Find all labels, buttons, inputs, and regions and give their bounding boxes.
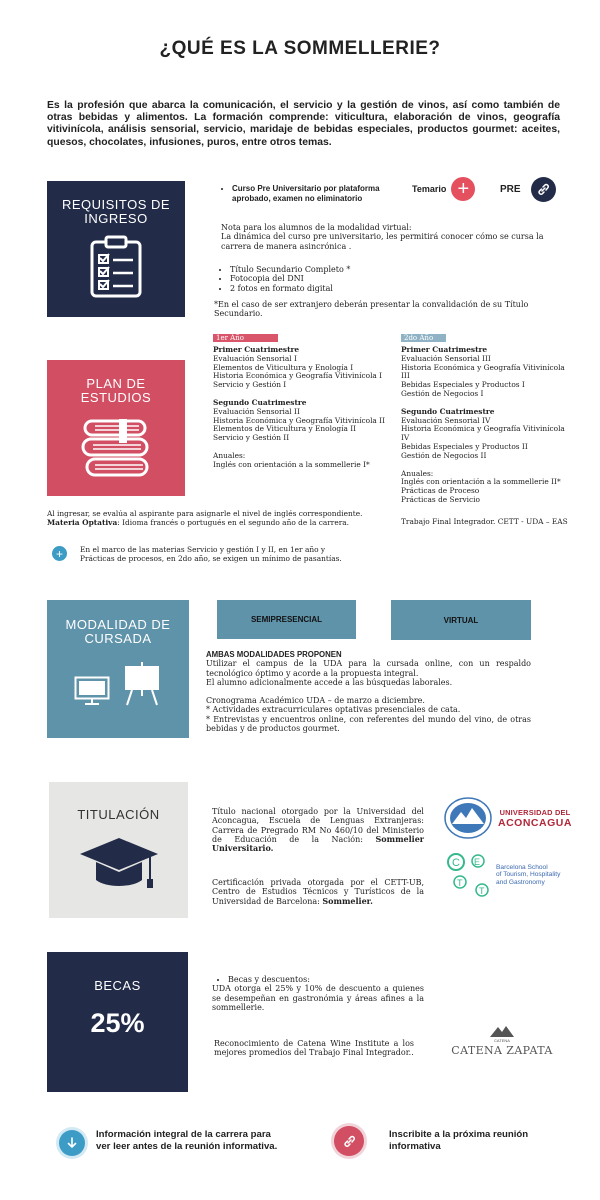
optativa-label: Materia Optativa (47, 517, 118, 527)
temario-link[interactable] (412, 176, 475, 202)
optativa-text: : Idioma francés o portugués en el segundo año de la carrera. (117, 517, 349, 527)
list-item: Elementos de Viticultura y Enología II (213, 424, 357, 434)
becas-box-label: BECAS (94, 978, 141, 993)
monitor-icon (74, 676, 110, 706)
list-item: Inglés con orientación a la sommellerie I* (213, 459, 370, 469)
footer-inscribite-text: Inscribite a la próxima reunión informativa (389, 1129, 529, 1152)
list-item: Historia Económica y Geografía Vitivinícola I (213, 371, 383, 381)
footer-inscribite-link[interactable] (334, 1126, 534, 1162)
year1-tag: 1er Año (213, 334, 278, 342)
plan-box (47, 360, 185, 496)
plan-year1: 1er Año Primer Cuatrimestre Evaluación Sensorial I Elementos de Viticultura y Enología I Historia Económica y Geografía Vitivinícola I Servicio y Gestión I Segundo Cuatrimestre Evaluación Sensorial II Historia Económica y Geografía Vitivinícola II Elementos de Viticultura y Enología II Servicio y Gestión II Anuales: Inglés con orientación a la sommellerie I* (213, 334, 403, 470)
modalidad-box (47, 600, 189, 738)
books-stack-icon (81, 417, 151, 479)
list-item: Historia Económica y Geografía Vitivinícola IV (401, 424, 565, 443)
nota-title: Nota para los alumnos de la modalidad virtual: (221, 223, 412, 232)
uda-logo-emblem (443, 796, 493, 840)
titulacion-p1: Título nacional otorgado por la Universidad del Aconcagua, Escuela de Lenguas Extranjeras: Carrera de Pregrado RM No 460/10 del Ministerio de Educación de la Nación: Sommelier Universitario. (212, 807, 424, 854)
intro-paragraph: Es la profesión que abarca la comunicación, el servicio y la gestión de vinos, así como también de otras bebidas y alimentos. La formación comprende: viticultura, elaboración de vinos, geografía vitivinícola, análisis sensorial, servicio, maridaje de bebidas especiales, productos gourmet: aceites, quesos, chocolates, infusiones, puros, entre otros temas. (47, 100, 560, 148)
becas-percent: 25% (90, 1008, 145, 1038)
nota-text: La dinámica del curso pre universitario, les permitirá conocer cómo se cursa la carrera de manera asincrónica . (221, 232, 544, 251)
link-icon (531, 177, 556, 202)
titulacion-box (49, 782, 188, 918)
list-item: • 2 fotos en formato digital (230, 284, 416, 293)
requisitos-box-label: REQUISITOS DE INGRESO (61, 197, 171, 226)
list-item: Prácticas de Proceso (401, 486, 480, 496)
list-item: Historia Económica y Geografía Vitivinícola III (401, 362, 565, 381)
uda-logo: UNIVERSIDAD DEL ACONCAGUA (443, 796, 583, 840)
pre-label: PRE (500, 183, 521, 195)
titulacion-box-label: TITULACIÓN (77, 807, 160, 822)
modalidad-text: AMBAS MODALIDADES PROPONEN Utilizar el campus de la UDA para la cursada online, con un respaldo tecnológico óptimo y acorde a la propuesta integral. El alumno adicionalmente accede a las búsquedas laborales. Cronograma Académico UDA – de marzo a diciembre. * Actividades extracurriculares optativas presenciales de cata. * Entrevistas y encuentros online, con referentes del mundo del vino, de otras bebidas y de productos gourmet. (206, 650, 531, 734)
list-item: Servicio y Gestión I (213, 380, 287, 390)
becas-reconocimiento: Reconocimiento de Catena Wine Institute a los mejores promedios del Trabajo Final Integrador.. (214, 1039, 414, 1058)
list-item: Elementos de Viticultura y Enología I (213, 362, 354, 372)
list-item: • Fotocopia del DNI (230, 274, 416, 283)
modalidad-heading: AMBAS MODALIDADES PROPONEN (206, 650, 342, 659)
list-item: Evaluación Sensorial II (213, 406, 300, 416)
trabajo-final: Trabajo Final Integrador. CETT - UDA – EAS (401, 516, 568, 526)
page-title: ¿QUÉ ES LA SOMMELLERIE? (159, 38, 441, 59)
modalidad-box-label: MODALIDAD DE CURSADA (65, 617, 171, 646)
svg-text:E: E (474, 857, 481, 867)
list-item: Prácticas de Servicio (401, 494, 480, 504)
graduation-cap-icon (78, 836, 160, 892)
becas-text: • Becas y descuentos: UDA otorga el 25% y 10% de descuento a quienes se desempeñan en gastronómia y áreas afines a la sommellerie. (212, 975, 424, 1012)
catena-logo-emblem (488, 1024, 516, 1038)
becas-box (47, 952, 188, 1092)
requisitos-footnote: *En el caso de ser extranjero deberán presentar la convalidación de su Título Secundario. (214, 300, 529, 319)
list-item: Evaluación Sensorial IV (401, 415, 491, 425)
list-item: Bebidas Especiales y Productos II (401, 441, 528, 451)
plan-notes (47, 510, 387, 528)
list-item: Bebidas Especiales y Productos I (401, 380, 525, 390)
list-item: Gestión de Negocios II (401, 450, 487, 460)
plan-box-label: PLAN DE ESTUDIOS (80, 376, 152, 405)
virtual-button[interactable]: VIRTUAL (391, 600, 531, 640)
curso-preuniversitario: • Curso Pre Universitario por plataforma aprobado, examen no eliminatorio (218, 184, 398, 203)
catena-logo: CATENA CATENA ZAPATA (462, 1024, 542, 1064)
svg-text:C: C (452, 857, 460, 869)
requisitos-box (47, 181, 185, 317)
plus-icon: + (451, 177, 475, 201)
svg-text:T: T (479, 886, 485, 896)
link-icon (334, 1126, 364, 1156)
requisitos-list (216, 265, 416, 293)
pasantias-note: En el marco de las materias Servicio y gestión I y II, en 1er año y Prácticas de procesos, en 2do año, se exigen un mínimo de pasantías. (80, 545, 342, 563)
download-arrow-icon (59, 1130, 85, 1156)
list-item: Evaluación Sensorial III (401, 353, 491, 363)
list-item: Gestión de Negocios I (401, 388, 484, 398)
svg-text:T: T (457, 878, 463, 888)
temario-label: Temario (412, 184, 447, 194)
footer-info-text: Información integral de la carrera para ver leer antes de la reunión informativa. (96, 1129, 278, 1152)
semipresencial-button[interactable]: SEMIPRESENCIAL (217, 600, 356, 639)
presentation-board-icon (122, 662, 162, 706)
note-ingles: Al ingresar, se evalúa al aspirante para asignarle el nivel de inglés correspondiente. (47, 509, 363, 518)
list-item: Inglés con orientación a la sommellerie II* (401, 477, 561, 487)
footer-info-link[interactable] (59, 1126, 289, 1166)
nota-virtual (221, 223, 561, 251)
list-item: Historia Económica y Geografía Vitivinícola II (213, 415, 386, 425)
list-item: • Título Secundario Completo * (230, 265, 416, 274)
plan-year2: 2do Año Primer Cuatrimestre Evaluación Sensorial III Historia Económica y Geografía Vitivinícola III Bebidas Especiales y Productos I Gestión de Negocios I Segundo Cuatrimestre Evaluación Sensorial IV Historia Económica y Geografía Vitivinícola IV Bebidas Especiales y Productos II Gestión de Negocios II Anuales: Inglés con orientación a la sommellerie II* Prácticas de Proceso Prácticas de Servicio Trabajo Final Integrador. CETT - UDA – EAS (401, 334, 571, 527)
clipboard-checklist-icon (88, 234, 144, 298)
cett-logo-emblem (446, 852, 494, 898)
titulacion-p2: Certificación privada otorgada por el CETT-UB, Centro de Estudios Técnicos y Turísticos de la Universidad de Barcelona: Sommelier. (212, 878, 424, 906)
cett-logo: C E T T Barcelona School of Tourism, Hospitality and Gastronomy (446, 852, 586, 898)
list-item: Servicio y Gestión II (213, 433, 290, 443)
list-item: Evaluación Sensorial I (213, 353, 297, 363)
pasantias-plus-icon[interactable]: + (52, 546, 67, 561)
pre-link[interactable] (500, 176, 556, 202)
year2-tag: 2do Año (401, 334, 446, 342)
